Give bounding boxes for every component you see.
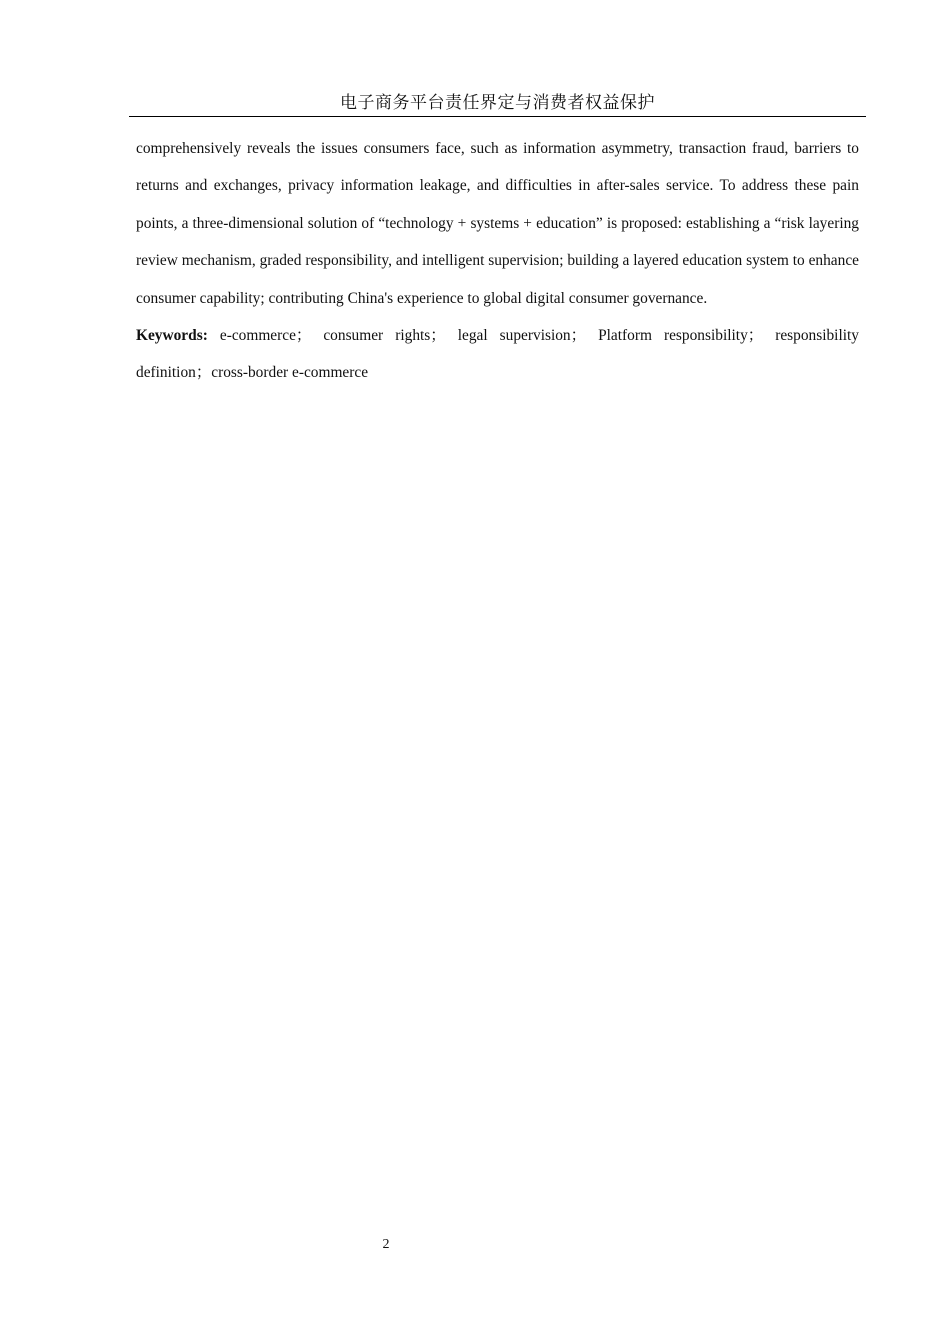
keywords-paragraph xyxy=(136,317,859,392)
abstract-body xyxy=(136,130,859,392)
running-header xyxy=(129,90,866,117)
keywords-list: e-commerce； consumer rights； legal supervision； Platform responsibility； responsibility definition；cross-border e-commerce xyxy=(136,327,859,382)
running-header-title: 电子商务平台责任界定与消费者权益保护 xyxy=(340,93,655,113)
keywords-label: Keywords: xyxy=(136,327,208,345)
page-number: 2 xyxy=(382,1237,390,1252)
abstract-paragraph: comprehensively reveals the issues consumers face, such as information asymmetry, transaction fraud, barriers to returns and exchanges, privacy information leakage, and difficulties in after-sales service. To address these pain points, a three-dimensional solution of “technology + systems + education” is proposed: establishing a “risk layering review mechanism, graded responsibility, and intelligent supervision; building a layered education system to enhance consumer capability; contributing China's experience to global digital consumer governance. xyxy=(136,140,859,307)
